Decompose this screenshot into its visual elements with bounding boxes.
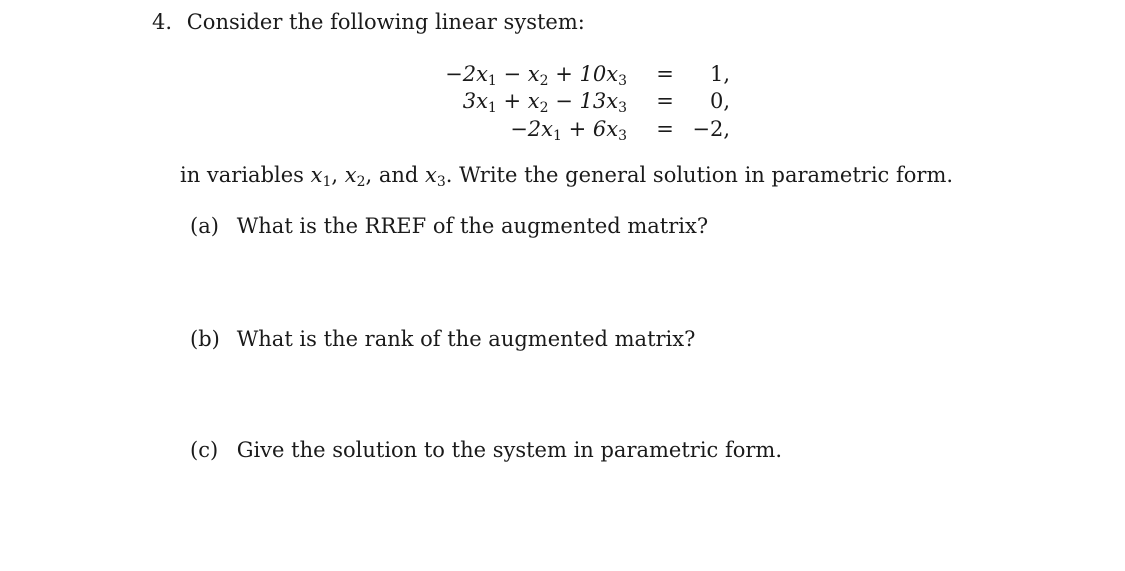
equation-row-3 [0,115,1125,143]
question-part-b [190,327,695,351]
equation-row-1 [0,60,1125,88]
equation-1-lhs: $-2x_1 - x_2 + 10x_3$ [445,62,627,89]
problem-intro: Consider the following linear system: [186,10,585,34]
part-c-text: Give the solution to the system in parametric form. [236,438,783,462]
problem-number: 4. [152,10,173,34]
problem-statement [152,10,585,34]
equation-3-rhs: −2, [692,117,730,141]
variables-sentence [180,163,954,190]
equation-1-rhs: 1, [709,62,730,86]
equation-row-2 [0,87,1125,115]
question-part-c [190,438,782,462]
equation-3-lhs: $-2x_1 + 6x_3$ [510,117,627,144]
part-a-text: What is the RREF of the augmented matrix? [236,214,709,238]
question-part-a [190,214,708,238]
variables-prefix: in variables [180,163,311,187]
equation-2-lhs: $3x_1 + x_2 - 13x_3$ [462,89,627,116]
equation-1-equals: = [656,62,674,86]
part-b-text: What is the rank of the augmented matrix? [236,327,696,351]
part-a-label: (a) [190,214,219,238]
part-b-label: (b) [190,327,220,351]
equation-3-equals: = [656,117,674,141]
equation-2-rhs: 0, [709,89,730,113]
variables-list: $x_1$, $x_2$, and $x_3$ [310,163,446,190]
part-c-label: (c) [190,438,219,462]
equation-2-equals: = [656,89,674,113]
variables-suffix: . Write the general solution in parametric form. [445,163,954,187]
